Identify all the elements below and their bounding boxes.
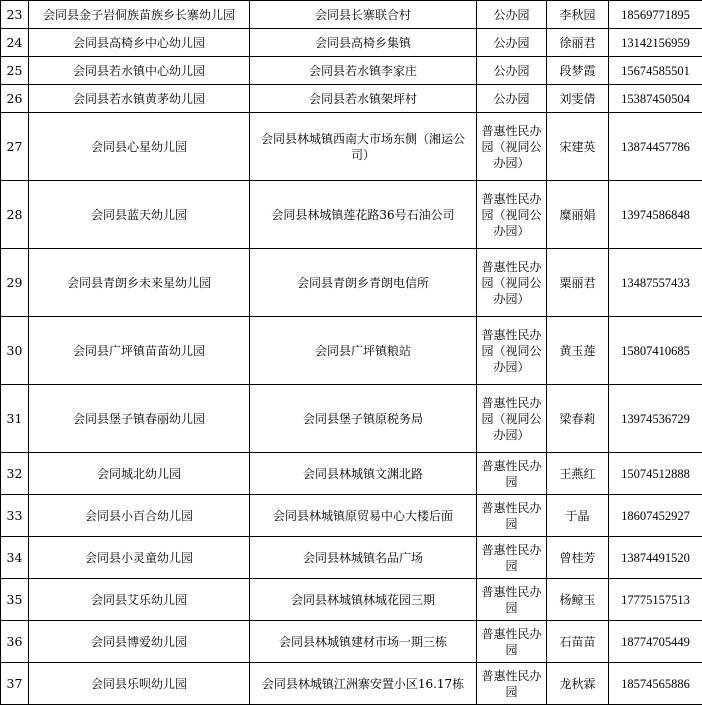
contact-person: 龙秋霖 (547, 663, 609, 705)
contact-person: 徐丽君 (547, 29, 609, 57)
contact-phone: 18607452927 (609, 495, 702, 537)
kindergarten-type: 公办园 (477, 57, 547, 85)
contact-person: 宋建英 (547, 113, 609, 181)
contact-phone: 13142156959 (609, 29, 702, 57)
kindergarten-type: 普惠性民办园（视同公办园） (477, 113, 547, 181)
contact-person: 于晶 (547, 495, 609, 537)
kindergarten-type: 普惠性民办园（视同公办园） (477, 249, 547, 317)
table-row (1, 537, 702, 579)
contact-person: 糜丽娟 (547, 181, 609, 249)
row-number: 34 (1, 537, 29, 579)
table-row (1, 1, 702, 29)
row-number: 32 (1, 453, 29, 495)
kindergarten-type: 普惠性民办园 (477, 621, 547, 663)
kindergarten-address: 会同县高椅乡集镇 (250, 29, 477, 57)
kindergarten-type: 公办园 (477, 29, 547, 57)
row-number: 29 (1, 249, 29, 317)
kindergarten-name: 会同县青朗乡未来星幼儿园 (29, 249, 250, 317)
kindergarten-type: 公办园 (477, 85, 547, 113)
kindergarten-name: 会同县心星幼儿园 (29, 113, 250, 181)
kindergarten-name: 会同县广坪镇苗苗幼儿园 (29, 317, 250, 385)
table-row (1, 385, 702, 453)
contact-person: 王燕红 (547, 453, 609, 495)
contact-person: 刘雯倩 (547, 85, 609, 113)
row-number: 28 (1, 181, 29, 249)
table-row (1, 57, 702, 85)
kindergarten-name: 会同县小百合幼儿园 (29, 495, 250, 537)
row-number: 23 (1, 1, 29, 29)
row-number: 37 (1, 663, 29, 705)
contact-person: 粟丽君 (547, 249, 609, 317)
table-row (1, 495, 702, 537)
contact-phone: 18774705449 (609, 621, 702, 663)
kindergarten-name: 会同县博爱幼儿园 (29, 621, 250, 663)
kindergarten-address: 会同县林城镇建材市场一期三栋 (250, 621, 477, 663)
kindergarten-name: 会同城北幼儿园 (29, 453, 250, 495)
contact-person: 石苗苗 (547, 621, 609, 663)
contact-phone: 13487557433 (609, 249, 702, 317)
kindergarten-address: 会同县林城镇莲花路36号石油公司 (250, 181, 477, 249)
table-row (1, 249, 702, 317)
kindergarten-type: 公办园 (477, 1, 547, 29)
kindergarten-address: 会同县林城镇名品广场 (250, 537, 477, 579)
contact-phone: 18574565886 (609, 663, 702, 705)
contact-phone: 13974586848 (609, 181, 702, 249)
contact-person: 杨鲸玉 (547, 579, 609, 621)
kindergarten-address: 会同县林城镇原贸易中心大楼后面 (250, 495, 477, 537)
table-row (1, 85, 702, 113)
kindergarten-name: 会同县乐呗幼儿园 (29, 663, 250, 705)
contact-phone: 17775157513 (609, 579, 702, 621)
row-number: 33 (1, 495, 29, 537)
kindergarten-type: 普惠性民办园 (477, 453, 547, 495)
kindergarten-type: 普惠性民办园（视同公办园） (477, 181, 547, 249)
row-number: 26 (1, 85, 29, 113)
kindergarten-type: 普惠性民办园 (477, 537, 547, 579)
row-number: 31 (1, 385, 29, 453)
kindergarten-type: 普惠性民办园 (477, 495, 547, 537)
contact-phone: 15807410685 (609, 317, 702, 385)
table-row (1, 453, 702, 495)
contact-phone: 13874457786 (609, 113, 702, 181)
kindergarten-type: 普惠性民办园（视同公办园） (477, 385, 547, 453)
kindergarten-address: 会同县林城镇林城花园三期 (250, 579, 477, 621)
kindergarten-type: 普惠性民办园 (477, 579, 547, 621)
kindergarten-address: 会同县堡子镇原税务局 (250, 385, 477, 453)
row-number: 36 (1, 621, 29, 663)
kindergarten-name: 会同县高椅乡中心幼儿园 (29, 29, 250, 57)
kindergarten-address: 会同县长寨联合村 (250, 1, 477, 29)
contact-phone: 15074512888 (609, 453, 702, 495)
contact-person: 段梦霞 (547, 57, 609, 85)
contact-phone: 13974536729 (609, 385, 702, 453)
table-row (1, 29, 702, 57)
kindergarten-name: 会同县金子岩侗族苗族乡长寨幼儿园 (29, 1, 250, 29)
contact-person: 李秋园 (547, 1, 609, 29)
kindergarten-address: 会同县若水镇李家庄 (250, 57, 477, 85)
table-row (1, 579, 702, 621)
kindergarten-name: 会同县若水镇中心幼儿园 (29, 57, 250, 85)
table-row (1, 113, 702, 181)
kindergarten-address: 会同县林城镇文渊北路 (250, 453, 477, 495)
row-number: 35 (1, 579, 29, 621)
kindergarten-name: 会同县若水镇黄茅幼儿园 (29, 85, 250, 113)
contact-phone: 15674585501 (609, 57, 702, 85)
table-row (1, 317, 702, 385)
row-number: 30 (1, 317, 29, 385)
contact-phone: 15387450504 (609, 85, 702, 113)
kindergarten-name: 会同县小灵童幼儿园 (29, 537, 250, 579)
kindergarten-type: 普惠性民办园（视同公办园） (477, 317, 547, 385)
kindergarten-address: 会同县青朗乡青朗电信所 (250, 249, 477, 317)
kindergarten-address: 会同县广坪镇粮站 (250, 317, 477, 385)
contact-phone: 13874491520 (609, 537, 702, 579)
kindergarten-address: 会同县若水镇架坪村 (250, 85, 477, 113)
contact-person: 曾桂芳 (547, 537, 609, 579)
table-row (1, 663, 702, 705)
kindergarten-name: 会同县堡子镇春丽幼儿园 (29, 385, 250, 453)
table-row (1, 621, 702, 663)
kindergarten-name: 会同县艾乐幼儿园 (29, 579, 250, 621)
kindergarten-name: 会同县蓝天幼儿园 (29, 181, 250, 249)
table-row (1, 181, 702, 249)
contact-person: 黄玉莲 (547, 317, 609, 385)
row-number: 24 (1, 29, 29, 57)
table-body (1, 1, 702, 705)
row-number: 27 (1, 113, 29, 181)
contact-phone: 18569771895 (609, 1, 702, 29)
row-number: 25 (1, 57, 29, 85)
kindergarten-address: 会同县林城镇西南大市场东侧（湘运公司） (250, 113, 477, 181)
kindergarten-address: 会同县林城镇江洲寨安置小区16.17栋 (250, 663, 477, 705)
kindergarten-type: 普惠性民办园 (477, 663, 547, 705)
contact-person: 梁春莉 (547, 385, 609, 453)
